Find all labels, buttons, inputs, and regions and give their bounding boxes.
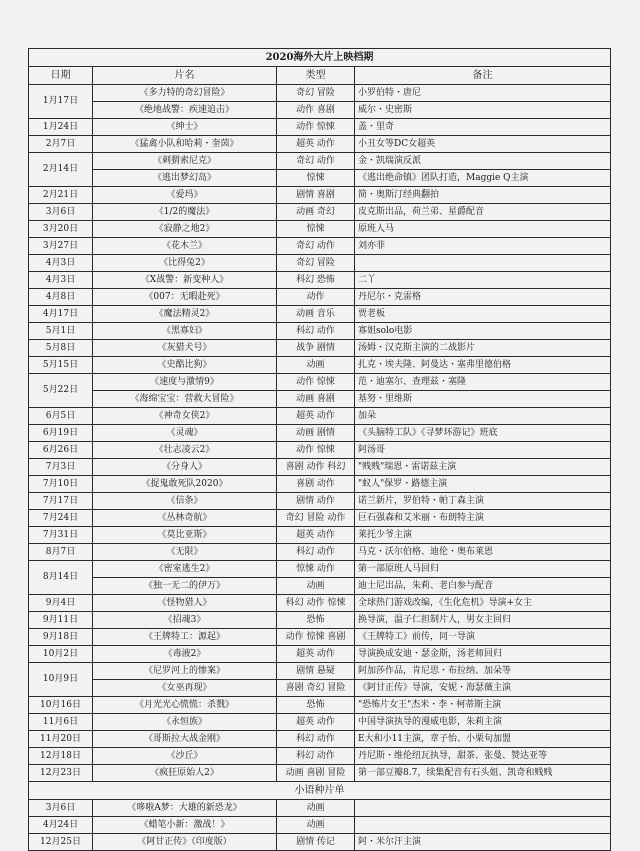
header-date: 日期 xyxy=(29,67,93,85)
genre-cell: 动画 xyxy=(277,800,355,817)
release-date-cell: 10月16日 xyxy=(29,697,93,714)
release-date-cell: 4月8日 xyxy=(29,289,93,306)
release-schedule-table xyxy=(28,48,611,851)
release-date-cell: 7月24日 xyxy=(29,510,93,527)
release-date-cell: 2月7日 xyxy=(29,136,93,153)
movie-title-cell: 《刺猬索尼克》 xyxy=(93,153,277,170)
genre-cell: 喜剧 动作 科幻 xyxy=(277,459,355,476)
remark-cell: 马克・沃尔伯格、迪伦・奥布莱恩 xyxy=(355,544,611,561)
release-date-cell: 11月6日 xyxy=(29,714,93,731)
remark-cell: 贾老板 xyxy=(355,306,611,323)
remark-cell: 盖・里奇 xyxy=(355,119,611,136)
movie-title-cell: 《爱玛》 xyxy=(93,187,277,204)
remark-cell: 扎克・埃夫隆、阿曼达・塞弗里德伯格 xyxy=(355,357,611,374)
movie-title-cell: 《捉鬼敢死队2020》 xyxy=(93,476,277,493)
release-date-cell: 5月15日 xyxy=(29,357,93,374)
movie-title-cell: 《1/2的魔法》 xyxy=(93,204,277,221)
table-row xyxy=(29,714,611,731)
remark-cell: 范・迪塞尔、查理兹・塞隆 xyxy=(355,374,611,391)
remark-cell xyxy=(355,800,611,817)
table-row xyxy=(29,357,611,374)
remark-cell: 刘亦菲 xyxy=(355,238,611,255)
movie-title-cell: 《信条》 xyxy=(93,493,277,510)
genre-cell: 超英 动作 xyxy=(277,136,355,153)
genre-cell: 动画 奇幻 xyxy=(277,204,355,221)
remark-cell: "蚁人"保罗・路德主演 xyxy=(355,476,611,493)
table-row xyxy=(29,817,611,834)
table-row xyxy=(29,561,611,578)
genre-cell: 奇幻 动作 xyxy=(277,153,355,170)
release-date-cell: 2月21日 xyxy=(29,187,93,204)
remark-cell: 莱托少爷主演 xyxy=(355,527,611,544)
genre-cell: 动画 剧情 xyxy=(277,425,355,442)
genre-cell: 剧情 喜剧 xyxy=(277,187,355,204)
release-date-cell: 6月5日 xyxy=(29,408,93,425)
release-date-cell: 9月18日 xyxy=(29,629,93,646)
table-row xyxy=(29,425,611,442)
table-row xyxy=(29,340,611,357)
genre-cell: 奇幻 动作 xyxy=(277,238,355,255)
genre-cell: 超英 动作 xyxy=(277,527,355,544)
release-date-cell: 6月19日 xyxy=(29,425,93,442)
remark-cell: 换导演，温子仁担制片人，男女主回归 xyxy=(355,612,611,629)
remark-cell: 寡姐solo电影 xyxy=(355,323,611,340)
table-row xyxy=(29,238,611,255)
genre-cell: 动画 xyxy=(277,817,355,834)
genre-cell: 动作 惊悚 xyxy=(277,119,355,136)
table-row xyxy=(29,170,611,187)
release-date-cell: 7月10日 xyxy=(29,476,93,493)
table-row xyxy=(29,493,611,510)
movie-title-cell: 《多力特的奇幻冒险》 xyxy=(93,85,277,102)
movie-title-cell: 《招魂3》 xyxy=(93,612,277,629)
genre-cell: 动画 音乐 xyxy=(277,306,355,323)
release-date-cell: 4月3日 xyxy=(29,255,93,272)
remark-cell: 阿加莎作品，肯尼思・布拉纳、加朵等 xyxy=(355,663,611,680)
remark-cell: 全球热门游戏改编，《生化危机》导演+女主 xyxy=(355,595,611,612)
remark-cell: 导演换成安迪・瑟金斯，汤老师回归 xyxy=(355,646,611,663)
table-row xyxy=(29,476,611,493)
movie-title-cell: 《密室逃生2》 xyxy=(93,561,277,578)
table-row xyxy=(29,544,611,561)
genre-cell: 超英 动作 xyxy=(277,646,355,663)
table-row xyxy=(29,595,611,612)
genre-cell: 奇幻 冒险 动作 xyxy=(277,510,355,527)
movie-title-cell: 《花木兰》 xyxy=(93,238,277,255)
remark-cell: 简・奥斯汀经典翻拍 xyxy=(355,187,611,204)
genre-cell: 动作 喜剧 xyxy=(277,102,355,119)
genre-cell: 惊悚 xyxy=(277,221,355,238)
header-type: 类型 xyxy=(277,67,355,85)
table-row xyxy=(29,765,611,782)
release-date-cell: 11月20日 xyxy=(29,731,93,748)
movie-title-cell: 《灵魂》 xyxy=(93,425,277,442)
release-date-cell: 3月6日 xyxy=(29,800,93,817)
genre-cell: 动画 喜剧 xyxy=(277,391,355,408)
release-date-cell: 9月11日 xyxy=(29,612,93,629)
table-row xyxy=(29,85,611,102)
release-date-cell: 12月18日 xyxy=(29,748,93,765)
table-row xyxy=(29,459,611,476)
movie-title-cell: 《绝地战警：疾速追击》 xyxy=(93,102,277,119)
release-date-cell: 1月17日 xyxy=(29,85,93,119)
table-row xyxy=(29,697,611,714)
release-date-cell: 5月8日 xyxy=(29,340,93,357)
release-date-cell: 7月31日 xyxy=(29,527,93,544)
table-row xyxy=(29,136,611,153)
movie-title-cell: 《灰猎犬号》 xyxy=(93,340,277,357)
movie-title-cell: 《黑寡妇》 xyxy=(93,323,277,340)
table-title: 2020海外大片上映档期 xyxy=(29,49,611,67)
release-date-cell: 4月17日 xyxy=(29,306,93,323)
remark-cell: 二丫 xyxy=(355,272,611,289)
movie-title-cell: 《007：无暇赴死》 xyxy=(93,289,277,306)
remark-cell: "恐怖片女王"杰米・李・柯蒂斯主演 xyxy=(355,697,611,714)
genre-cell: 恐怖 xyxy=(277,612,355,629)
table-row xyxy=(29,187,611,204)
movie-title-cell: 《哥斯拉大战金刚》 xyxy=(93,731,277,748)
table-header-row xyxy=(29,67,611,85)
remark-cell: 《王牌特工》前传，同一导演 xyxy=(355,629,611,646)
release-date-cell: 5月1日 xyxy=(29,323,93,340)
remark-cell: 阿・米尔汗主演 xyxy=(355,834,611,851)
movie-title-cell: 《逃出梦幻岛》 xyxy=(93,170,277,187)
table-row xyxy=(29,408,611,425)
table-row xyxy=(29,612,611,629)
release-date-cell: 9月4日 xyxy=(29,595,93,612)
table-row xyxy=(29,323,611,340)
table-row xyxy=(29,646,611,663)
movie-title-cell: 《寂静之地2》 xyxy=(93,221,277,238)
release-date-cell: 12月25日 xyxy=(29,834,93,851)
movie-title-cell: 《魔法精灵2》 xyxy=(93,306,277,323)
remark-cell: 诺兰新片，罗伯特・帕丁森主演 xyxy=(355,493,611,510)
movie-title-cell: 《绅士》 xyxy=(93,119,277,136)
remark-cell: 威尔・史密斯 xyxy=(355,102,611,119)
table-row xyxy=(29,663,611,680)
table-row xyxy=(29,629,611,646)
remark-cell: 第一部豆瓣8.7，续集配音有石头姐、凯奇和贱贱 xyxy=(355,765,611,782)
remark-cell: 阿汤哥 xyxy=(355,442,611,459)
remark-cell: 汤姆・汉克斯主演的二战影片 xyxy=(355,340,611,357)
remark-cell xyxy=(355,817,611,834)
movie-title-cell: 《神奇女侠2》 xyxy=(93,408,277,425)
genre-cell: 奇幻 冒险 xyxy=(277,255,355,272)
release-date-cell: 6月26日 xyxy=(29,442,93,459)
movie-title-cell: 《速度与激情9》 xyxy=(93,374,277,391)
movie-title-cell: 《月光光心慌慌：杀戮》 xyxy=(93,697,277,714)
release-date-cell: 10月9日 xyxy=(29,663,93,697)
movie-title-cell: 《女巫再现》 xyxy=(93,680,277,697)
genre-cell: 战争 剧情 xyxy=(277,340,355,357)
movie-title-cell: 《王牌特工：源起》 xyxy=(93,629,277,646)
movie-title-cell: 《沙丘》 xyxy=(93,748,277,765)
release-date-cell: 8月14日 xyxy=(29,561,93,595)
genre-cell: 剧情 动作 xyxy=(277,493,355,510)
table-row xyxy=(29,834,611,851)
remark-cell: 丹尼斯・维伦纽瓦执导，甜茶、张曼、赞达亚等 xyxy=(355,748,611,765)
genre-cell: 奇幻 冒险 xyxy=(277,85,355,102)
table-row xyxy=(29,102,611,119)
genre-cell: 动画 xyxy=(277,357,355,374)
remark-cell: 中国导演执导的漫威电影，朱莉主演 xyxy=(355,714,611,731)
movie-title-cell: 《无限》 xyxy=(93,544,277,561)
genre-cell: 科幻 动作 xyxy=(277,323,355,340)
movie-title-cell: 《莫比亚斯》 xyxy=(93,527,277,544)
table-row xyxy=(29,204,611,221)
genre-cell: 科幻 恐怖 xyxy=(277,272,355,289)
genre-cell: 恐怖 xyxy=(277,697,355,714)
remark-cell: 金・凯瑞演反派 xyxy=(355,153,611,170)
table-row xyxy=(29,442,611,459)
movie-title-cell: 《分身人》 xyxy=(93,459,277,476)
genre-cell: 超英 动作 xyxy=(277,408,355,425)
table-row xyxy=(29,374,611,391)
movie-title-cell: 《怪物猎人》 xyxy=(93,595,277,612)
movie-title-cell: 《比得兔2》 xyxy=(93,255,277,272)
movie-title-cell: 《毒液2》 xyxy=(93,646,277,663)
release-date-cell: 4月3日 xyxy=(29,272,93,289)
release-date-cell: 3月6日 xyxy=(29,204,93,221)
table-row xyxy=(29,119,611,136)
genre-cell: 剧情 传记 xyxy=(277,834,355,851)
genre-cell: 科幻 动作 xyxy=(277,544,355,561)
remark-cell xyxy=(355,255,611,272)
movie-title-cell: 《永恒族》 xyxy=(93,714,277,731)
movie-title-cell: 《疯狂原始人2》 xyxy=(93,765,277,782)
release-date-cell: 3月27日 xyxy=(29,238,93,255)
table-row xyxy=(29,272,611,289)
table-row xyxy=(29,391,611,408)
remark-cell: 《阿甘正传》导演，安妮・海瑟薇主演 xyxy=(355,680,611,697)
remark-cell: 《头脑特工队》《寻梦环游记》班底 xyxy=(355,425,611,442)
movie-title-cell: 《猛禽小队和哈莉・奎茵》 xyxy=(93,136,277,153)
schedule-body xyxy=(29,49,611,851)
remark-cell: 《逃出绝命镇》团队打造，Maggie Q主演 xyxy=(355,170,611,187)
genre-cell: 喜剧 动作 xyxy=(277,476,355,493)
movie-title-cell: 《X战警：新变种人》 xyxy=(93,272,277,289)
remark-cell: 小罗伯特・唐尼 xyxy=(355,85,611,102)
movie-title-cell: 《壮志凌云2》 xyxy=(93,442,277,459)
remark-cell: 皮克斯出品，荷兰弟、星爵配音 xyxy=(355,204,611,221)
release-date-cell: 7月3日 xyxy=(29,459,93,476)
section-heading-row xyxy=(29,782,611,800)
movie-title-cell: 《蜡笔小新：激战！》 xyxy=(93,817,277,834)
release-date-cell: 1月24日 xyxy=(29,119,93,136)
remark-cell: 巨石强森和艾米丽・布朗特主演 xyxy=(355,510,611,527)
movie-title-cell: 《独一无二的伊万》 xyxy=(93,578,277,595)
release-date-cell: 5月22日 xyxy=(29,374,93,408)
genre-cell: 惊悚 动作 xyxy=(277,561,355,578)
table-row xyxy=(29,748,611,765)
remark-cell: 丹尼尔・克雷格 xyxy=(355,289,611,306)
release-date-cell: 12月23日 xyxy=(29,765,93,782)
table-title-row xyxy=(29,49,611,67)
genre-cell: 动作 惊悚 喜剧 xyxy=(277,629,355,646)
remark-cell: 第一部原班人马回归 xyxy=(355,561,611,578)
genre-cell: 动画 喜剧 冒险 xyxy=(277,765,355,782)
section-heading: 小语种片单 xyxy=(29,782,611,800)
genre-cell: 动作 xyxy=(277,289,355,306)
table-row xyxy=(29,527,611,544)
header-note: 备注 xyxy=(355,67,611,85)
genre-cell: 动画 xyxy=(277,578,355,595)
release-date-cell: 10月2日 xyxy=(29,646,93,663)
genre-cell: 动作 惊悚 xyxy=(277,374,355,391)
remark-cell: 加朵 xyxy=(355,408,611,425)
release-date-cell: 2月14日 xyxy=(29,153,93,187)
genre-cell: 超英 动作 xyxy=(277,714,355,731)
remark-cell: 迪士尼出品，朱莉、老白参与配音 xyxy=(355,578,611,595)
movie-title-cell: 《海绵宝宝：营救大冒险》 xyxy=(93,391,277,408)
genre-cell: 科幻 动作 xyxy=(277,731,355,748)
remark-cell: E大和小11主演，章子怡、小栗旬加盟 xyxy=(355,731,611,748)
remark-cell: 小丑女等DC女超英 xyxy=(355,136,611,153)
remark-cell: "贱贱"瑞恩・雷诺兹主演 xyxy=(355,459,611,476)
table-row xyxy=(29,289,611,306)
genre-cell: 科幻 动作 xyxy=(277,748,355,765)
genre-cell: 剧情 悬疑 xyxy=(277,663,355,680)
table-row xyxy=(29,255,611,272)
release-date-cell: 4月24日 xyxy=(29,817,93,834)
table-row xyxy=(29,731,611,748)
release-schedule-sheet xyxy=(28,48,610,851)
movie-title-cell: 《尼罗河上的惨案》 xyxy=(93,663,277,680)
release-date-cell: 8月7日 xyxy=(29,544,93,561)
table-row xyxy=(29,680,611,697)
movie-title-cell: 《哆啦A梦：大雄的新恐龙》 xyxy=(93,800,277,817)
table-row xyxy=(29,578,611,595)
table-row xyxy=(29,306,611,323)
release-date-cell: 3月20日 xyxy=(29,221,93,238)
remark-cell: 原班人马 xyxy=(355,221,611,238)
movie-title-cell: 《阿甘正传》（印度版） xyxy=(93,834,277,851)
genre-cell: 惊悚 xyxy=(277,170,355,187)
header-title: 片名 xyxy=(93,67,277,85)
remark-cell: 基努・里维斯 xyxy=(355,391,611,408)
release-date-cell: 7月17日 xyxy=(29,493,93,510)
table-row xyxy=(29,510,611,527)
genre-cell: 动作 惊悚 xyxy=(277,442,355,459)
genre-cell: 科幻 动作 惊悚 xyxy=(277,595,355,612)
table-row xyxy=(29,800,611,817)
table-row xyxy=(29,153,611,170)
genre-cell: 喜剧 奇幻 冒险 xyxy=(277,680,355,697)
table-row xyxy=(29,221,611,238)
movie-title-cell: 《丛林奇航》 xyxy=(93,510,277,527)
movie-title-cell: 《史酷比狗》 xyxy=(93,357,277,374)
